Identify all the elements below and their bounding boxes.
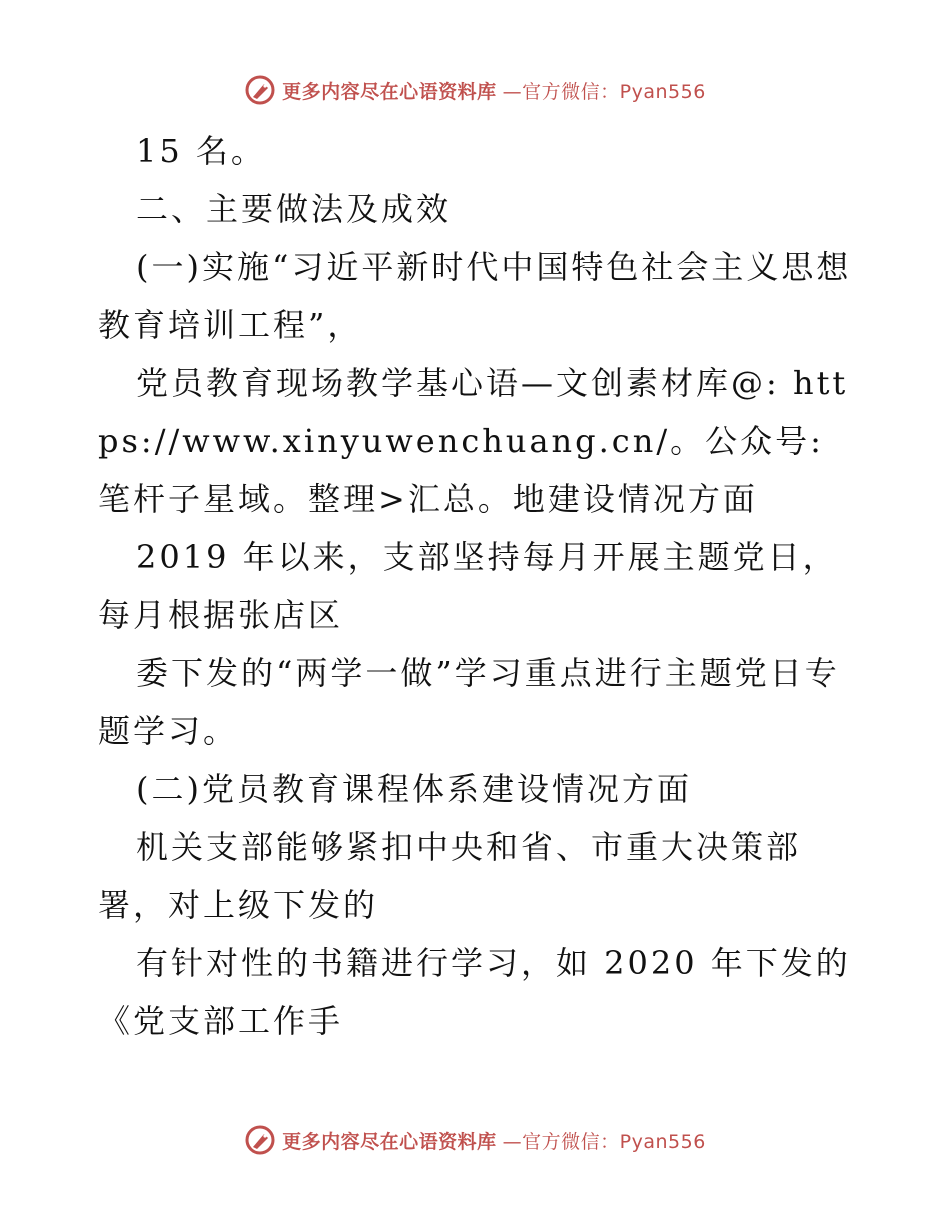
subheading-training-project: (一)实施“习近平新时代中国特色社会主义思想教育培训工程”， xyxy=(98,248,852,344)
paragraph-theme-day: 2019 年以来，支部坚持每月开展主题党日，每月根据张店区 xyxy=(98,538,838,634)
paragraph-two-studies: 委下发的“两学一做”学习重点进行主题党日专题学习。 xyxy=(98,654,840,750)
footer-banner-title: 更多内容尽在心语资料库 xyxy=(282,1130,497,1153)
pen-nib-logo-icon xyxy=(244,1124,276,1156)
header-banner-wechat: —官方微信：Pyan556 xyxy=(502,80,706,103)
section-heading-main-practices: 二、主要做法及成效 xyxy=(136,190,452,228)
footer-banner-wechat: —官方微信：Pyan556 xyxy=(502,1130,706,1153)
header-banner-title: 更多内容尽在心语资料库 xyxy=(282,80,497,103)
pen-nib-logo-icon xyxy=(244,74,276,106)
paragraph-policy-deployment: 机关支部能够紧扣中央和省、市重大决策部署，对上级下发的 xyxy=(98,828,802,924)
paragraph-count: 15 名。 xyxy=(136,132,266,170)
document-body xyxy=(98,122,858,1050)
subheading-course-system: (二)党员教育课程体系建设情况方面 xyxy=(136,770,692,808)
footer-banner xyxy=(0,1120,950,1160)
header-banner xyxy=(0,70,950,110)
paragraph-teaching-base: 党员教育现场教学基心语—文创素材库@: https://www.xinyuwenchuang.cn/。公众号: 笔杆子星域。整理>汇总。地建设情况方面 xyxy=(98,364,849,518)
paragraph-targeted-books: 有针对性的书籍进行学习，如 2020 年下发的《党支部工作手 xyxy=(98,944,851,1040)
